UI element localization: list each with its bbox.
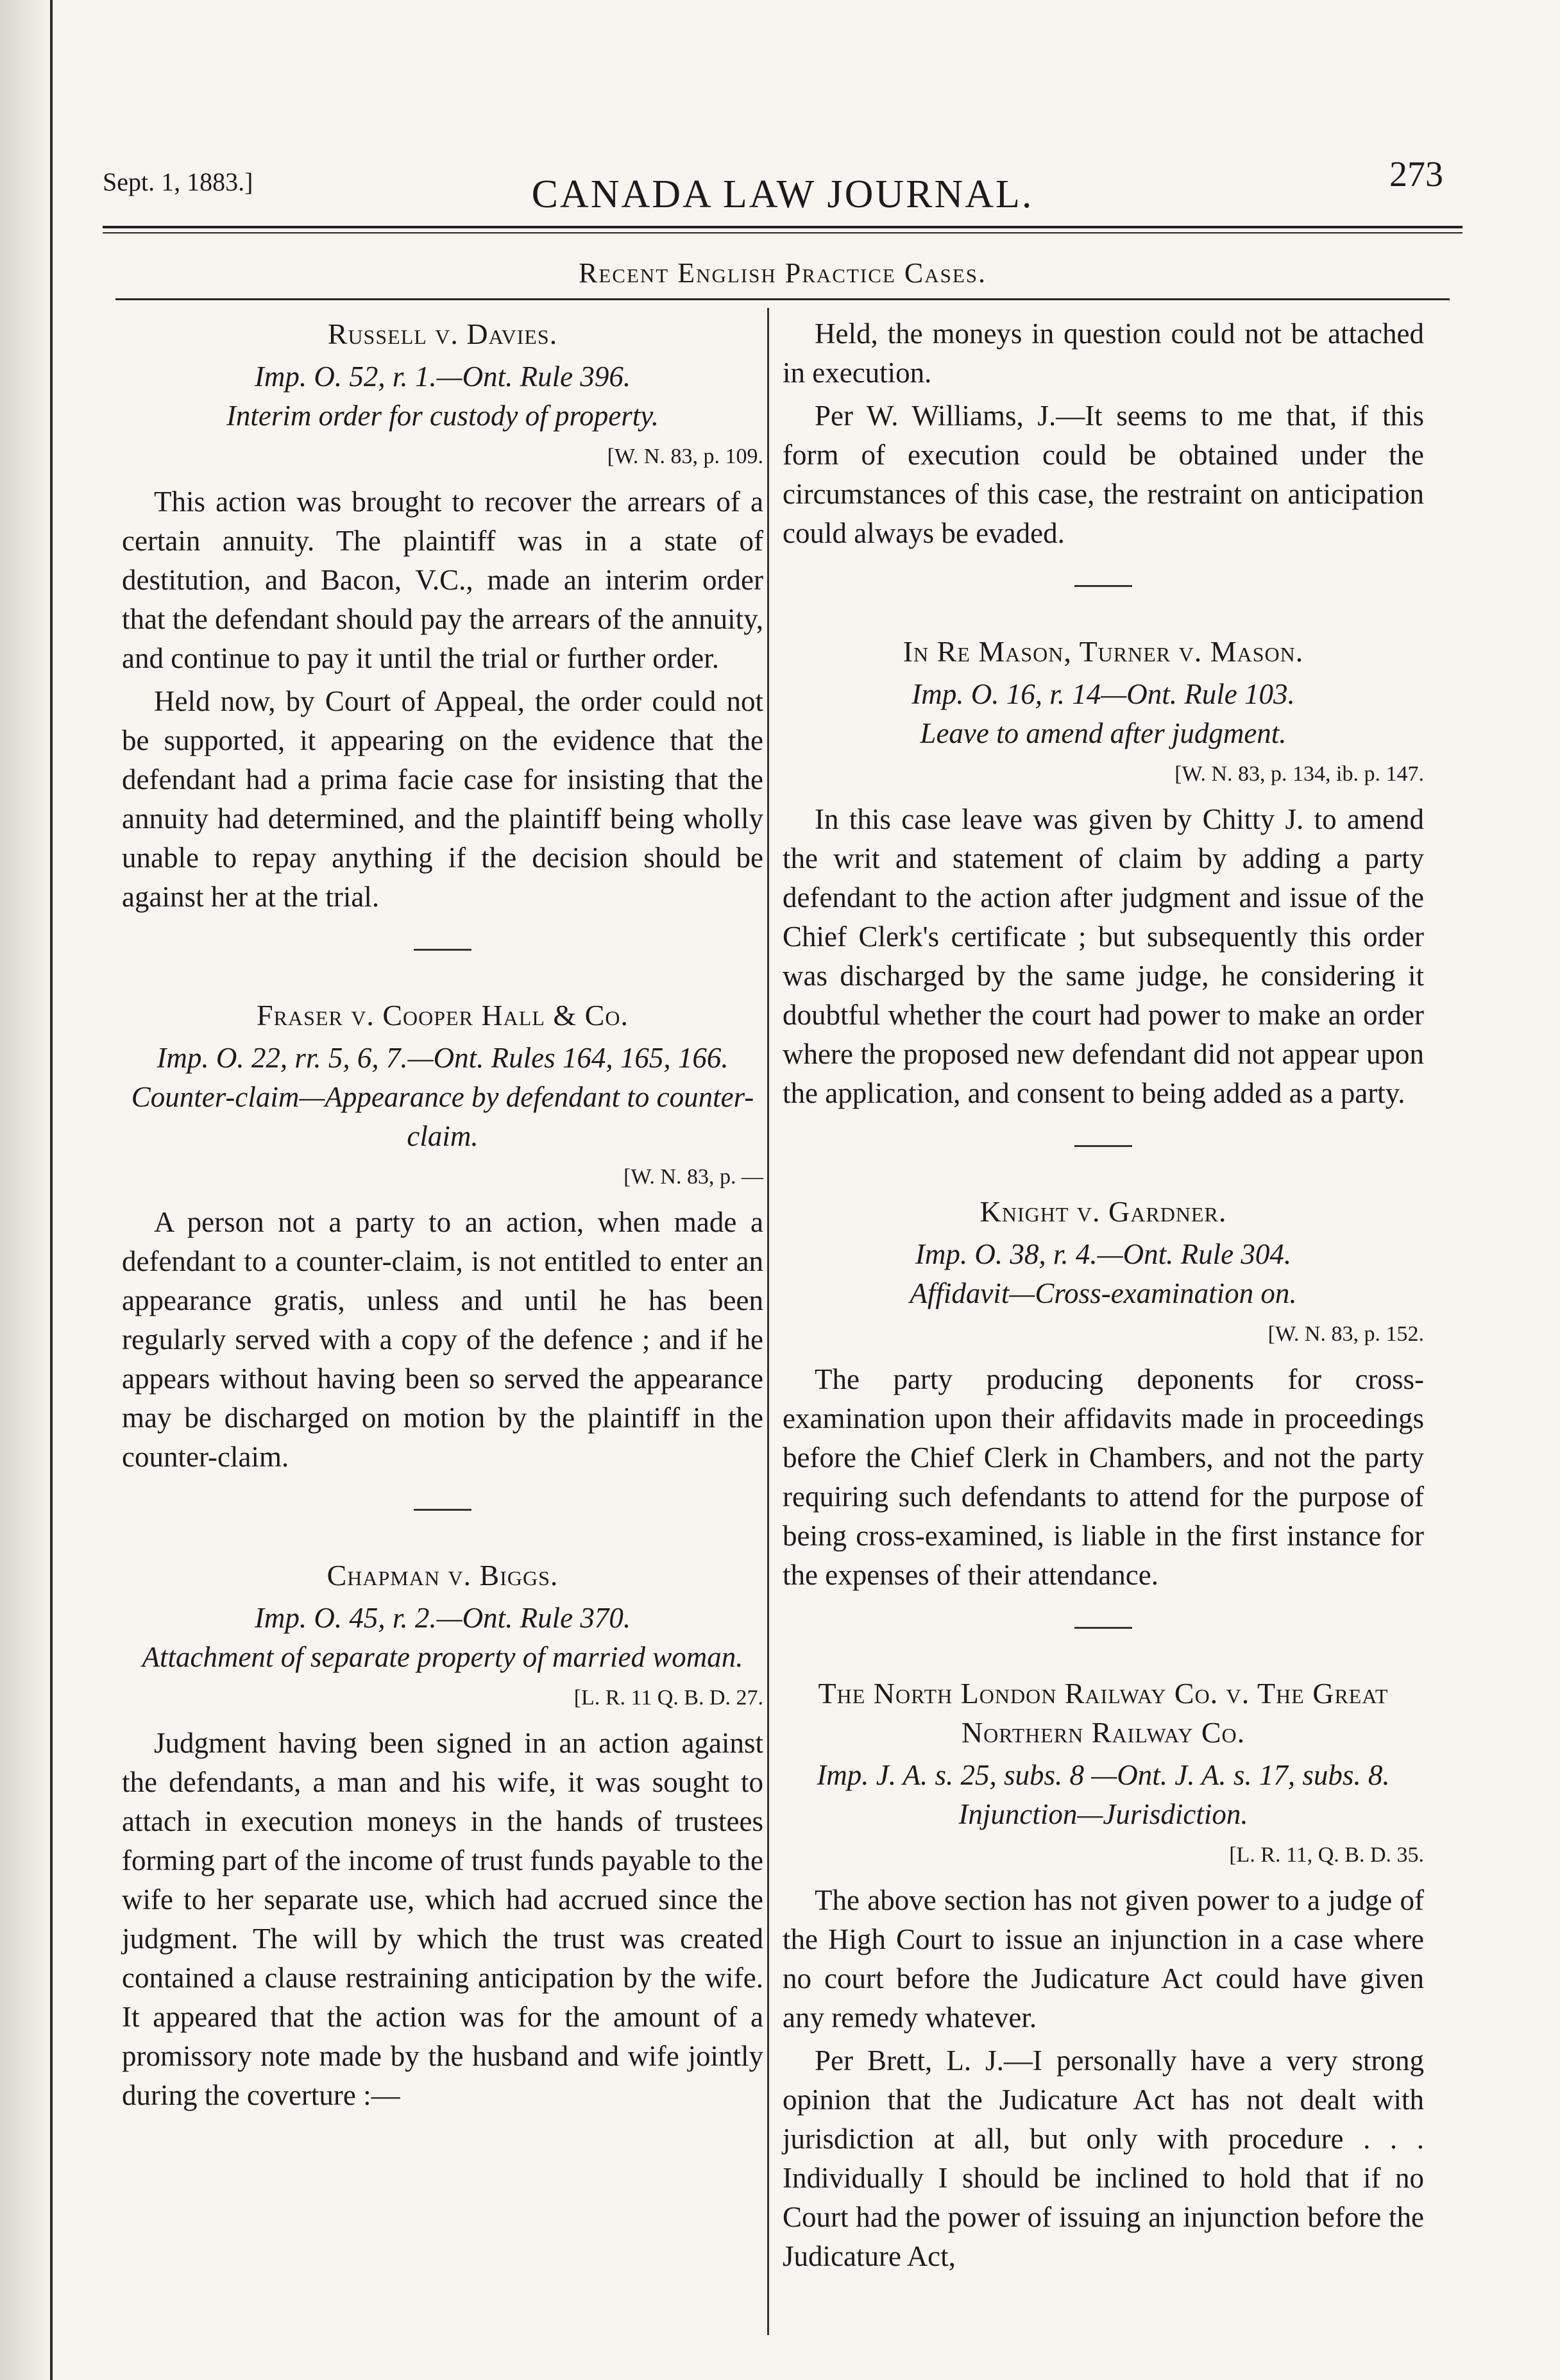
case-citation: [L. R. 11, Q. B. D. 35.: [1229, 1843, 1424, 1867]
page-number: 273: [1389, 155, 1443, 194]
case-separator: [414, 1509, 471, 1511]
case-in-re-mason: [783, 632, 1424, 1113]
section-title: Recent English Practice Cases.: [579, 257, 987, 289]
header-rule: [103, 226, 1462, 228]
case-rule-reference: Imp. J. A. s. 25, subs. 8 —Ont. J. A. s. 17, subs. 8.: [817, 1759, 1390, 1791]
case-chapman-continuation: [783, 314, 1424, 553]
case-separator: [414, 949, 471, 951]
case-title: Fraser v. Cooper Hall & Co.: [257, 999, 629, 1032]
case-rule-reference: Imp. O. 22, rr. 5, 6, 7.—Ont. Rules 164, 165, 166.: [157, 1042, 729, 1074]
case-paragraph: Held, the moneys in question could not be attached in execution.: [783, 318, 1424, 389]
case-rule-reference: Imp. O. 16, r. 14—Ont. Rule 103.: [911, 678, 1295, 710]
case-topic: Affidavit—Cross-examination on.: [910, 1277, 1297, 1309]
case-topic: Leave to amend after judgment.: [920, 717, 1287, 749]
page-binding-shadow: [0, 0, 58, 2380]
case-title: Knight v. Gardner.: [979, 1195, 1227, 1228]
case-chapman-v-biggs: [122, 1556, 763, 2115]
case-rule-reference: Imp. O. 45, r. 2.—Ont. Rule 370.: [254, 1602, 631, 1634]
case-topic: Injunction—Jurisdiction.: [958, 1798, 1248, 1830]
case-topic: Attachment of separate property of married woman.: [142, 1641, 743, 1673]
case-knight-v-gardner: [783, 1192, 1424, 1595]
case-paragraph: This action was brought to recover the arrears of a certain annuity. The plaintiff was in a state of destitution, and Bacon, V.C., made an interim order that the defendant should pay the arrears of the annuity, and continue to pay it until the trial or further order.: [122, 486, 763, 674]
case-separator: [1074, 1145, 1132, 1147]
right-column: [783, 314, 1424, 2297]
case-topic: Counter-claim—Appearance by defendant to counter-claim.: [131, 1081, 754, 1152]
column-divider: [767, 308, 769, 2335]
case-citation: [W. N. 83, p. 152.: [1268, 1322, 1424, 1346]
case-separator: [1074, 585, 1132, 587]
case-paragraph: The above section has not given power to a judge of the High Court to issue an injunction in a case where no court before the Judicature Act could have given any remedy whatever.: [783, 1884, 1424, 2034]
case-title: The North London Railway Co. v. The Great Northern Railway Co.: [818, 1677, 1389, 1749]
case-rule-reference: Imp. O. 52, r. 1.—Ont. Rule 396.: [254, 361, 631, 393]
case-paragraph: Per W. Williams, J.—It seems to me that, if this form of execution could be obtained under the circumstances of this case, the restraint on anticipation could always be evaded.: [783, 400, 1424, 549]
page-edge-line: [50, 0, 53, 2380]
journal-title: CANADA LAW JOURNAL.: [531, 173, 1034, 216]
case-fraser-v-cooper-hall: [122, 996, 763, 1477]
case-rule-reference: Imp. O. 38, r. 4.—Ont. Rule 304.: [915, 1238, 1292, 1270]
case-title: Russell v. Davies.: [327, 318, 558, 350]
case-citation: [W. N. 83, p. 134, ib. p. 147.: [1174, 762, 1424, 786]
case-paragraph: A person not a party to an action, when made a defendant to a counter-claim, is not entitled to enter an appearance gratis, unless and until he has been regularly served with a copy of the defence ; and if he appears without having been so served the appearance may be discharged on motion by the plaintiff in the counter-claim.: [122, 1206, 763, 1473]
section-rule: [115, 298, 1450, 300]
case-north-london-railway: [783, 1674, 1424, 2276]
case-paragraph: Per Brett, L. J.—I personally have a very strong opinion that the Judicature Act has not dealt with jurisdiction at all, but only with procedure . . . Individually I should be inclined to hold that if no Court had the power of issuing an injunction before the Judicature Act,: [783, 2044, 1424, 2272]
left-column: [122, 314, 763, 2136]
case-russell-v-davies: [122, 314, 763, 917]
case-title: In Re Mason, Turner v. Mason.: [903, 635, 1304, 668]
case-paragraph: The party producing deponents for cross-examination upon their affidavits made in proceedings before the Chief Clerk in Chambers, and not the party requiring such defendants to attend for the purpose of being cross-examined, is liable in the first instance for the expenses of their attendance.: [783, 1363, 1424, 1591]
case-paragraph: In this case leave was given by Chitty J. to amend the writ and statement of claim by adding a party defendant to the action after judgment and issue of the Chief Clerk's certificate ; but subsequently this order was discharged by the same judge, he considering it doubtful whether the court had power to make an order where the proposed new defendant did not appear upon the application, and consent to being added as a party.: [783, 803, 1424, 1109]
case-citation: [W. N. 83, p. —: [623, 1165, 763, 1189]
case-topic: Interim order for custody of property.: [226, 400, 659, 432]
header-rule-thin: [103, 232, 1462, 234]
case-separator: [1074, 1627, 1132, 1629]
case-paragraph: Judgment having been signed in an action against the defendants, a man and his wife, it was sought to attach in execution moneys in the hands of trustees forming part of the income of trust funds payable to the wife to her separate use, which had accrued since the judgment. The will by which the trust was created contained a clause restraining anticipation by the wife. It appeared that the action was for the amount of a promissory note made by the husband and wife jointly during the coverture :—: [122, 1727, 763, 2111]
case-citation: [L. R. 11 Q. B. D. 27.: [573, 1686, 763, 1710]
case-paragraph: Held now, by Court of Appeal, the order could not be supported, it appearing on the evidence that the defendant had a prima facie case for insisting that the annuity had determined, and the plaintiff being wholly unable to repay anything if the decision should be against her at the trial.: [122, 685, 763, 913]
case-citation: [W. N. 83, p. 109.: [607, 445, 763, 468]
running-header: [103, 154, 1462, 225]
case-title: Chapman v. Biggs.: [326, 1559, 559, 1592]
header-date: Sept. 1, 1883.]: [103, 167, 253, 196]
